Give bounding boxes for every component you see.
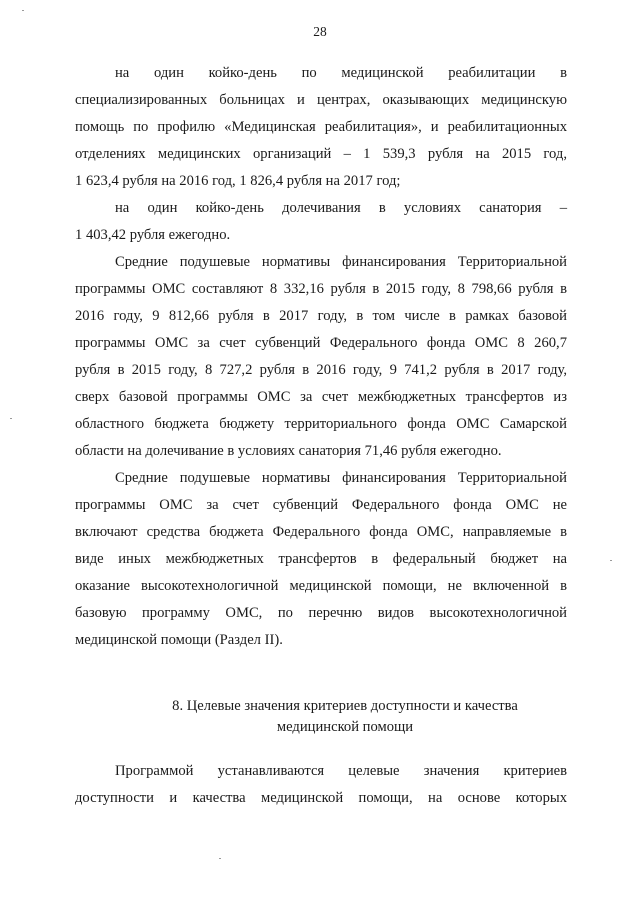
paragraph-line: рубля в 2015 году, 8 727,2 рубля в 2016 году, 9 741,2 рубля в 2017 году, <box>75 362 567 378</box>
paragraph-line: специализированных больницах и центрах, оказывающих медицинскую <box>75 92 567 108</box>
paragraph-line: 2016 году, 9 812,66 рубля в 2017 году, в том числе в рамках базовой <box>75 308 567 324</box>
paragraph-line: Средние подушевые нормативы финансирования Территориальной <box>115 470 567 486</box>
section-heading-line1: 8. Целевые значения критериев доступности и качества <box>172 698 518 714</box>
page-number: 28 <box>313 24 327 39</box>
scan-speck <box>22 10 24 11</box>
paragraph-line: отделениях медицинских организаций – 1 539,3 рубля на 2015 год, <box>75 146 567 162</box>
paragraph-line: сверх базовой программы ОМС за счет межбюджетных трансфертов из <box>75 389 567 405</box>
paragraph-line: оказание высокотехнологичной медицинской помощи, не включенной в <box>75 578 567 594</box>
paragraph-line: программы ОМС составляют 8 332,16 рубля в 2015 году, 8 798,66 рубля в <box>75 281 567 297</box>
paragraph-line: программы ОМС за счет субвенций Федерального фонда ОМС 8 260,7 <box>75 335 567 351</box>
paragraph-line: Программой устанавливаются целевые значения критериев <box>115 763 567 779</box>
paragraph-line: программы ОМС за счет субвенций Федерального фонда ОМС не <box>75 497 567 513</box>
paragraph-line: помощь по профилю «Медицинская реабилитация», и реабилитационных <box>75 119 567 135</box>
section-heading-line2: медицинской помощи <box>276 719 414 735</box>
paragraph-line: доступности и качества медицинской помощи, на основе которых <box>75 790 567 806</box>
paragraph-line: области на долечивание в условиях санатория 71,46 рубля ежегодно. <box>75 443 502 459</box>
paragraph-line: 1 403,42 рубля ежегодно. <box>75 227 231 243</box>
paragraph-line: областного бюджета бюджету территориального фонда ОМС Самарской <box>75 416 567 432</box>
paragraph-line: Средние подушевые нормативы финансирования Территориальной <box>115 254 567 270</box>
paragraph-line: включают средства бюджета Федерального фонда ОМС, направляемые в <box>75 524 567 540</box>
scan-speck <box>610 560 612 561</box>
scan-speck <box>10 418 12 419</box>
paragraph-line: 1 623,4 рубля на 2016 год, 1 826,4 рубля на 2017 год; <box>75 173 401 189</box>
paragraph-line: на один койко-день по медицинской реабилитации в <box>115 65 567 81</box>
paragraph-line: на один койко-день долечивания в условиях санатория – <box>115 200 567 216</box>
paragraph-line: базовую программу ОМС, по перечню видов высокотехнологичной <box>75 605 567 621</box>
paragraph-line: медицинской помощи (Раздел II). <box>75 632 283 648</box>
paragraph-line: виде иных межбюджетных трансфертов в федеральный бюджет на <box>75 551 567 567</box>
scan-speck <box>219 858 221 859</box>
